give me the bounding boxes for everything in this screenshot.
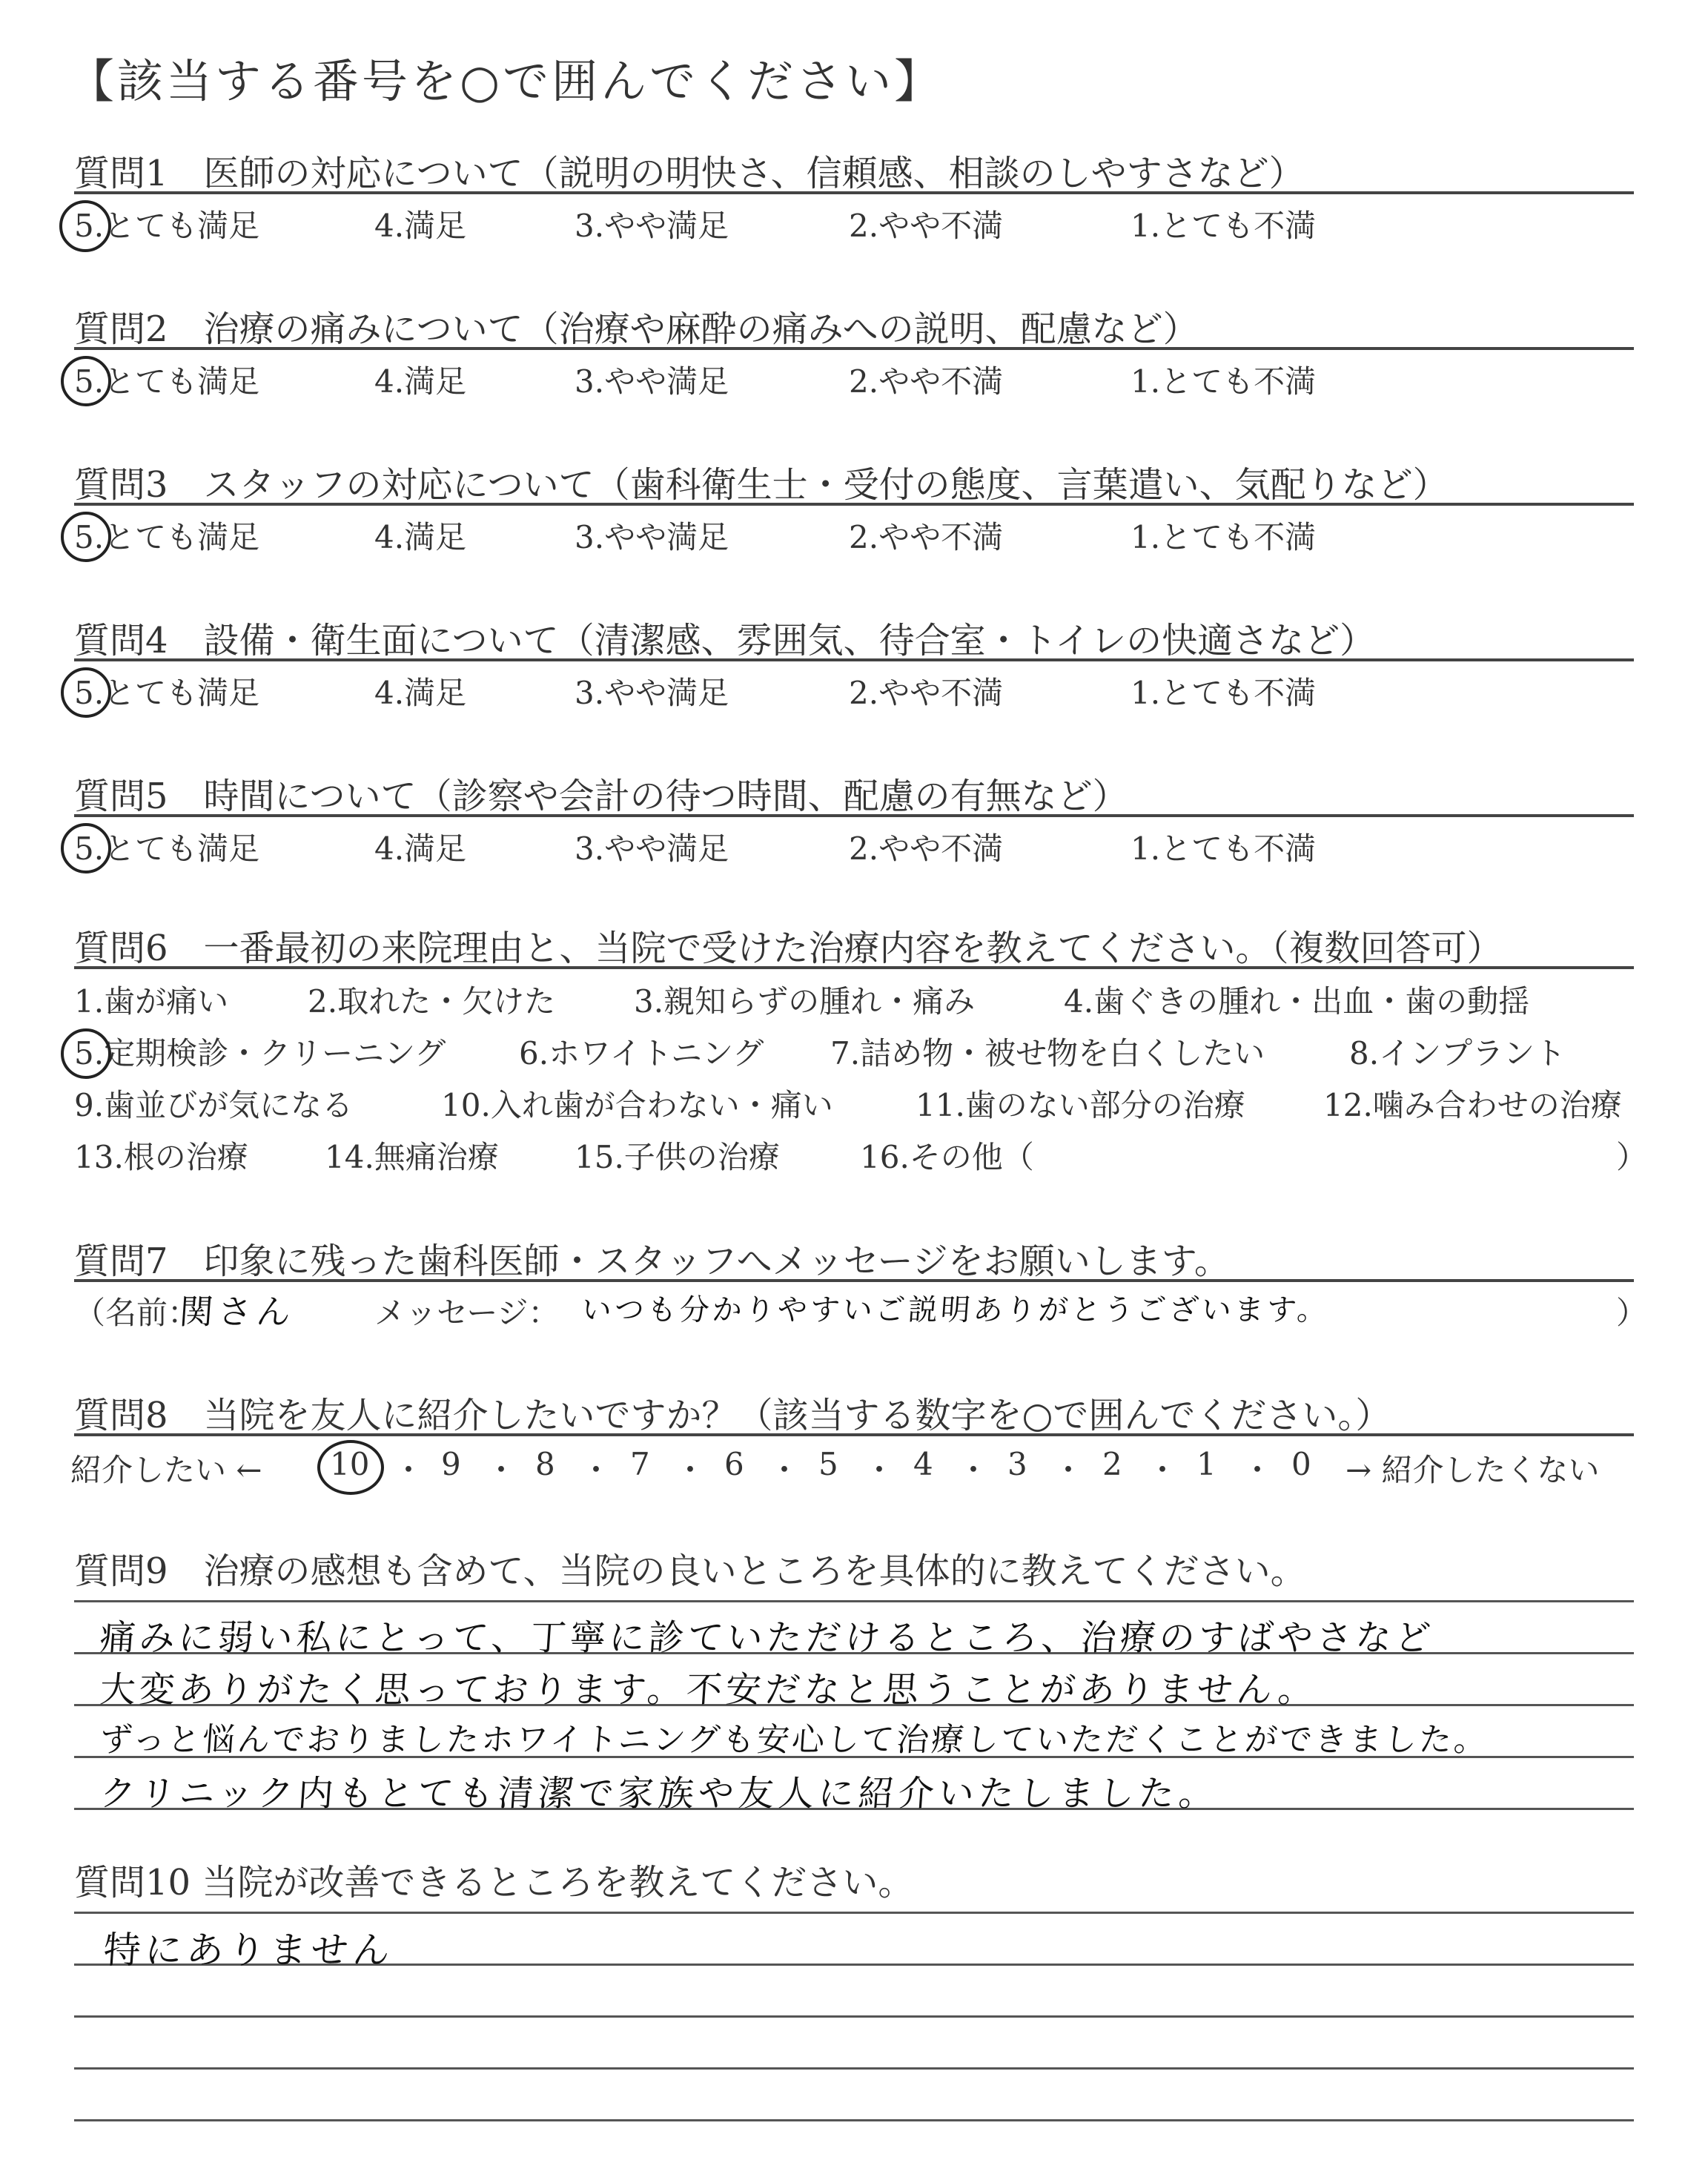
question-5-label: 質問5 時間について（診察や会計の待つ時間、配慮の有無など） [74,776,1128,817]
q8-dot: ・ [393,1452,425,1488]
q10-line-3 [74,2067,1634,2070]
q10-line-0 [74,1912,1634,1914]
q8-dot: ・ [486,1452,517,1488]
q2-option-5[interactable]: 5.とても満足 [74,363,260,400]
question-1-rule [74,191,1634,194]
q7-message-label: メッセージ： [374,1295,560,1331]
q6-other-close-paren: ） [1616,1139,1648,1175]
q8-scale-0[interactable]: 0 [1291,1446,1311,1482]
question-3-rule [74,503,1634,506]
q7-name-label: （名前： [74,1295,199,1331]
q3-selection-circle [61,512,111,562]
q8-left-label: 紹介したい ← [70,1452,262,1488]
question-9-label: 質問9 治療の感想も含めて、当院の良いところを具体的に教えてください。 [74,1550,1306,1592]
q6-option-12[interactable]: 12.噛み合わせの治療 [1323,1087,1622,1123]
q4-option-1[interactable]: 1.とても不満 [1131,675,1317,711]
q6-option-4[interactable]: 4.歯ぐきの腫れ・出血・歯の動揺 [1064,983,1530,1020]
q6-option-1[interactable]: 1.歯が痛い [74,983,229,1020]
q8-dot: ・ [769,1452,801,1488]
q4-selection-circle [61,667,111,718]
q5-option-2[interactable]: 2.やや不満 [849,830,1004,867]
q8-dot: ・ [958,1452,990,1488]
q8-scale-6[interactable]: 6 [724,1446,744,1482]
q5-option-3[interactable]: 3.やや満足 [575,830,729,867]
question-4-rule [74,658,1634,661]
q5-option-1[interactable]: 1.とても不満 [1131,830,1317,867]
q4-option-5[interactable]: 5.とても満足 [74,675,260,711]
page-title: 【該当する番号を○で囲んでください】 [68,54,944,108]
q4-option-2[interactable]: 2.やや不満 [849,675,1004,711]
q6-option-13[interactable]: 13.根の治療 [74,1139,248,1175]
q10-answer-line-1[interactable]: 特にありません [102,1929,396,1972]
q6-option-2[interactable]: 2.取れた・欠けた [308,983,556,1020]
q5-selection-circle [61,823,111,873]
question-8-rule [74,1433,1634,1436]
q1-option-4[interactable]: 4.満足 [374,208,467,244]
question-3-label: 質問3 スタッフの対応について（歯科衛生士・受付の態度、言葉遣い、気配りなど） [74,464,1449,506]
question-7-rule [74,1279,1634,1282]
q5-option-5[interactable]: 5.とても満足 [74,830,260,867]
q8-dot: ・ [675,1452,706,1488]
q1-option-1[interactable]: 1.とても不満 [1131,208,1317,244]
q8-scale-2[interactable]: 2 [1102,1446,1122,1482]
q6-option-11[interactable]: 11.歯のない部分の治療 [916,1087,1245,1123]
q8-dot: ・ [1053,1452,1085,1488]
q8-scale-9[interactable]: 9 [441,1446,461,1482]
q6-selection-circle [61,1028,111,1079]
q3-option-1[interactable]: 1.とても不満 [1131,519,1317,555]
q3-option-4[interactable]: 4.満足 [374,519,467,555]
q6-option-8[interactable]: 8.インプラント [1349,1035,1566,1071]
q6-option-9[interactable]: 9.歯並びが気になる [74,1087,354,1123]
q6-option-15[interactable]: 15.子供の治療 [575,1139,780,1175]
q2-option-1[interactable]: 1.とても不満 [1131,363,1317,400]
q8-scale-4[interactable]: 4 [913,1446,933,1482]
question-1-label: 質問1 医師の対応について（説明の明快さ、信頼感、相談のしやすさなど） [74,153,1305,194]
q10-line-2 [74,2015,1634,2018]
q7-name-value[interactable]: 関さん [177,1292,297,1332]
q8-scale-7[interactable]: 7 [630,1446,650,1482]
q4-option-3[interactable]: 3.やや満足 [575,675,729,711]
q8-scale-8[interactable]: 8 [535,1446,555,1482]
q7-message-value[interactable]: いつも分かりやすいご説明ありがとうございます。 [580,1293,1331,1327]
q6-option-6[interactable]: 6.ホワイトニング [519,1035,764,1071]
q6-option-14[interactable]: 14.無痛治療 [325,1139,499,1175]
q6-option-5[interactable]: 5.定期検診・クリーニング [74,1035,446,1071]
q6-option-7[interactable]: 7.詰め物・被せ物を白くしたい [830,1035,1265,1071]
q1-option-5[interactable]: 5.とても満足 [74,208,260,244]
q4-option-4[interactable]: 4.満足 [374,675,467,711]
q2-selection-circle [61,356,111,406]
q5-option-4[interactable]: 4.満足 [374,830,467,867]
q2-option-4[interactable]: 4.満足 [374,363,467,400]
q8-selection-circle [317,1440,384,1495]
q10-line-4 [74,2119,1634,2121]
question-6-label: 質問6 一番最初の来院理由と、当院で受けた治療内容を教えてください。（複数回答可） [74,928,1503,969]
q8-scale-5[interactable]: 5 [818,1446,838,1482]
q3-option-3[interactable]: 3.やや満足 [575,519,729,555]
question-5-rule [74,814,1634,817]
q2-option-2[interactable]: 2.やや不満 [849,363,1004,400]
q7-close-paren: ） [1616,1295,1648,1331]
q9-answer-line-2[interactable]: 大変ありがたく思っております。不安だなと思うことがありません。 [98,1669,1319,1711]
question-8-label: 質問8 当院を友人に紹介したいですか？（該当する数字を○で囲んでください。） [74,1395,1391,1436]
q8-scale-1[interactable]: 1 [1196,1446,1217,1482]
q2-option-3[interactable]: 3.やや満足 [575,363,729,400]
q9-line-0 [74,1600,1634,1602]
question-2-rule [74,347,1634,350]
question-6-rule [74,966,1634,969]
q8-scale-3[interactable]: 3 [1007,1446,1027,1482]
q9-answer-line-4[interactable]: クリニック内もとても清潔で家族や友人に紹介いたしました。 [98,1773,1220,1814]
question-2-label: 質問2 治療の痛みについて（治療や麻酔の痛みへの説明、配慮など） [74,308,1199,350]
q9-answer-line-3[interactable]: ずっと悩んでおりましたホワイトニングも安心して治療していただくことができました。 [98,1721,1490,1759]
question-7-label: 質問7 印象に残った歯科医師・スタッフへメッセージをお願いします。 [74,1241,1230,1282]
q8-dot: ・ [864,1452,896,1488]
q6-option-3[interactable]: 3.親知らずの腫れ・痛み [634,983,976,1020]
question-10-label: 質問10 当院が改善できるところを教えてください。 [74,1862,914,1903]
q8-dot: ・ [580,1452,612,1488]
q3-option-2[interactable]: 2.やや不満 [849,519,1004,555]
q8-dot: ・ [1242,1452,1274,1488]
q1-option-2[interactable]: 2.やや不満 [849,208,1004,244]
q6-option-10[interactable]: 10.入れ歯が合わない・痛い [441,1087,833,1123]
q1-option-3[interactable]: 3.やや満足 [575,208,729,244]
q8-right-label: → 紹介したくない [1345,1452,1600,1488]
q9-answer-line-1[interactable]: 痛みに弱い私にとって、丁寧に診ていただけるところ、治療のすばやさなど [98,1617,1436,1659]
q8-scale-10[interactable]: 10 [330,1446,370,1482]
q8-dot: ・ [1147,1452,1179,1488]
q1-selection-circle [59,200,111,252]
q6-option-16[interactable]: 16.その他（ [860,1139,1034,1175]
q3-option-5[interactable]: 5.とても満足 [74,519,260,555]
question-4-label: 質問4 設備・衛生面について（清潔感、雰囲気、待合室・トイレの快適さなど） [74,620,1376,661]
